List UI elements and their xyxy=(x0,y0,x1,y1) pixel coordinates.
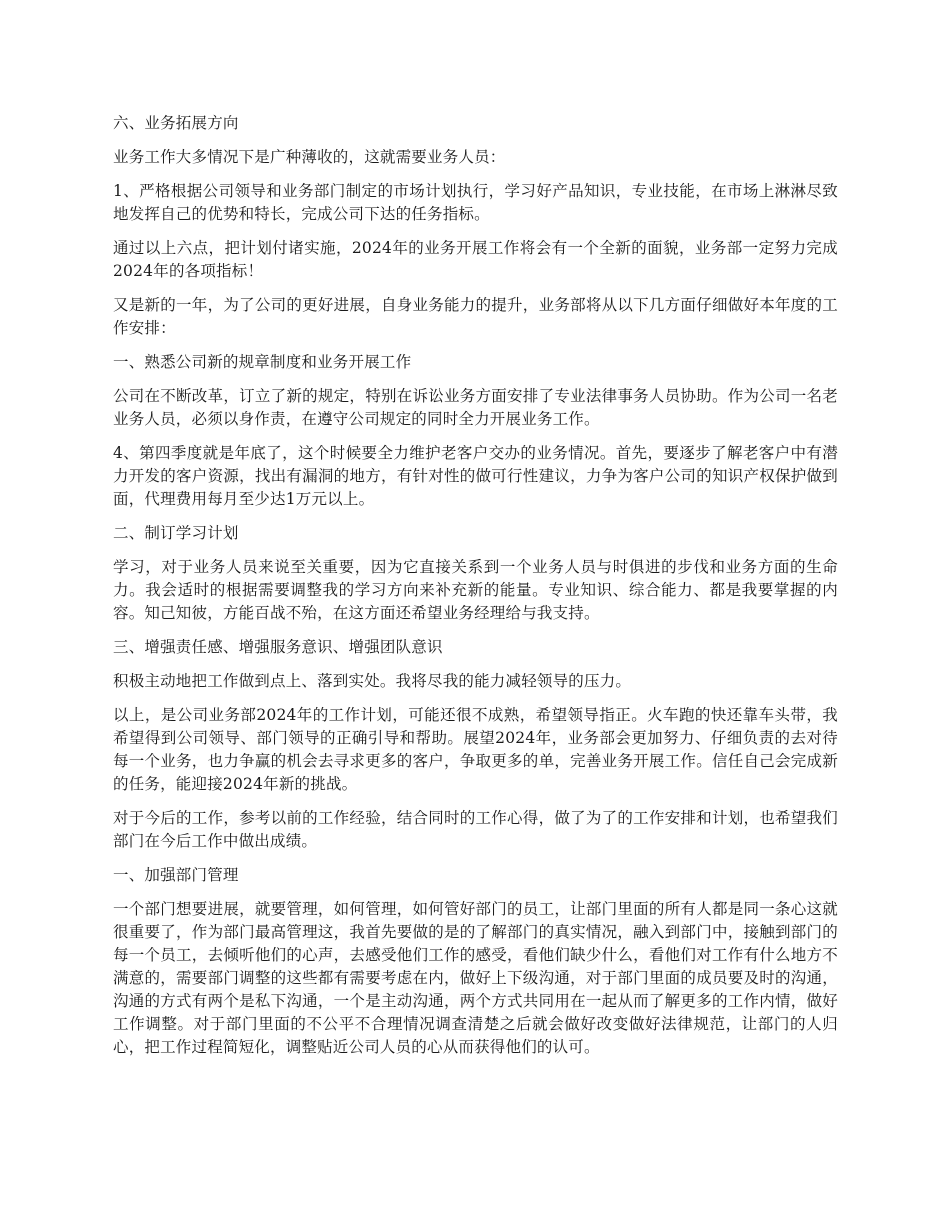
section-heading: 三、增强责任感、增强服务意识、增强团队意识 xyxy=(113,638,443,656)
section-heading: 一、熟悉公司新的规章制度和业务开展工作 xyxy=(113,353,412,371)
body-paragraph: 公司在不断改革，订立了新的规定，特别在诉讼业务方面安排了专业法律事务人员协助。作为公司一名老业务人员，必须以身作责，在遵守公司规定的同时全力开展业务工作。 xyxy=(113,387,838,428)
body-paragraph: 学习，对于业务人员来说至关重要，因为它直接关系到一个业务人员与时俱进的步伐和业务方面的生命力。我会适时的根据需要调整我的学习方向来补充新的能量。专业知识、综合能力、都是我要掌握的内容。知己知彼，方能百战不殆，在这方面还希望业务经理给与我支持。 xyxy=(113,558,838,622)
body-paragraph: 一个部门想要进展，就要管理，如何管理，如何管好部门的员工，让部门里面的所有人都是同一条心这就很重要了，作为部门最高管理这，我首先要做的是的了解部门的真实情况，融入到部门中，接触到部门的每一个员工，去倾听他们的心声，去感受他们工作的感受，看他们缺少什么，看他们对工作有什么地方不满意的，需要部门调整的这些都有需要考虑在内，做好上下级沟通，对于部门里面的成员要及时的沟通，沟通的方式有两个是私下沟通，一个是主动沟通，两个方式共同用在一起从而了解更多的工作内情，做好工作调整。对于部门里面的不公平不合理情况调查清楚之后就会做好改变做好法律规范，让部门的人归心，把工作过程简短化，调整贴近公司人员的心从而获得他们的认可。 xyxy=(113,900,838,1056)
section-heading: 六、业务拓展方向 xyxy=(113,114,239,132)
body-paragraph: 积极主动地把工作做到点上、落到实处。我将尽我的能力减轻领导的压力。 xyxy=(113,672,632,690)
body-paragraph: 通过以上六点，把计划付诸实施，2024年的业务开展工作将会有一个全新的面貌，业务部一定努力完成2024年的各项指标！ xyxy=(113,239,838,280)
body-paragraph: 对于今后的工作，参考以前的工作经验，结合同时的工作心得，做了为了的工作安排和计划，也希望我们部门在今后工作中做出成绩。 xyxy=(113,809,838,850)
body-paragraph: 1、严格根据公司领导和业务部门制定的市场计划执行，学习好产品知识，专业技能，在市场上淋淋尽致地发挥自己的优势和特长，完成公司下达的任务指标。 xyxy=(113,182,838,223)
document-page xyxy=(113,112,838,1070)
body-paragraph: 业务工作大多情况下是广种薄收的，这就需要业务人员： xyxy=(113,148,506,166)
body-paragraph: 4、第四季度就是年底了，这个时候要全力维护老客户交办的业务情况。首先，要逐步了解老客户中有潜力开发的客户资源，找出有漏洞的地方，有针对性的做可行性建议，力争为客户公司的知识产权保护做到面，代理费用每月至少达1万元以上。 xyxy=(113,444,838,508)
section-heading: 二、制订学习计划 xyxy=(113,524,239,542)
body-paragraph: 以上，是公司业务部2024年的工作计划，可能还很不成熟，希望领导指正。火车跑的快还靠车头带，我希望得到公司领导、部门领导的正确引导和帮助。展望2024年，业务部会更加努力、仔细负责的去对待每一个业务，也力争赢的机会去寻求更多的客户，争取更多的单，完善业务开展工作。信任自己会完成新的任务，能迎接2024年新的挑战。 xyxy=(113,706,838,793)
body-paragraph: 又是新的一年，为了公司的更好进展，自身业务能力的提升，业务部将从以下几方面仔细做好本年度的工作安排： xyxy=(113,296,838,337)
section-heading: 一、加强部门管理 xyxy=(113,866,239,884)
